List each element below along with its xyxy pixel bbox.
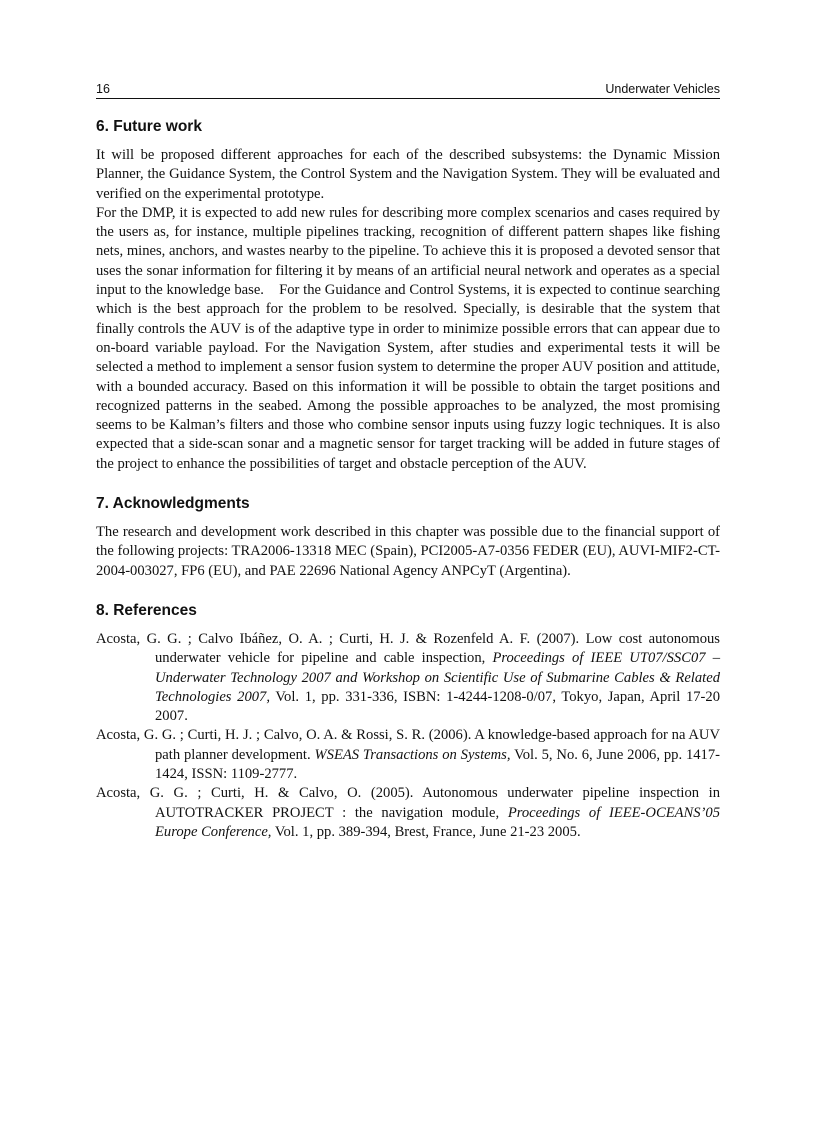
reference-venue: Proceedings of IEEE UT07/SSC07 – Underwater Technology 2007 and Workshop on Scientific Use of Submarine Cables & Related Technologies 2007, (155, 650, 720, 705)
reference-details: Vol. 1, pp. 331-336, ISBN: 1-4244-1208-0/07, Tokyo, Japan, April 17-20 2007. (155, 688, 720, 725)
reference-item (96, 630, 720, 726)
reference-details: Vol. 5, No. 6, June 2006, pp. 1417-1424, ISSN: 1109-2777. (155, 746, 720, 783)
book-title: Underwater Vehicles (605, 82, 720, 96)
reference-item (96, 726, 720, 784)
reference-details: Vol. 1, pp. 389-394, Brest, France, June 21-23 2005. (271, 823, 581, 840)
acknowledgments-paragraph: The research and development work described in this chapter was possible due to the financial support of the following projects: TRA2006-13318 MEC (Spain), PCI2005-A7-0356 FEDER (EU), AUVI-MIF2-CT-2004-003027, FP6 (EU), and PAE 22696 National Agency ANPCyT (Argentina). (96, 524, 720, 579)
reference-authors: Acosta, G. G. ; Curti, H. J. ; Calvo, O. A. & Rossi, S. R. (2006). A knowledge-based approach for na AUV path planner development. (96, 727, 720, 763)
references-heading: 8. References (96, 601, 197, 619)
running-header (96, 82, 720, 99)
future-work-heading: 6. Future work (96, 118, 202, 135)
section-acknowledgments (96, 494, 720, 581)
reference-authors: Acosta, G. G. ; Calvo Ibáñez, O. A. ; Curti, H. J. & Rozenfeld A. F. (2007). Low cost autonomous underwater vehicle for pipeline and cable inspection, (96, 630, 720, 667)
reference-item (96, 784, 720, 842)
section-references (96, 601, 720, 842)
future-work-paragraph-1: It will be proposed different approaches for each of the described subsystems: the Dynamic Mission Planner, the Guidance System, the Control System and the Navigation System. They will be evaluated and verified on the experimental prototype. (96, 147, 720, 202)
page-number: 16 (96, 82, 110, 96)
reference-venue: WSEAS Transactions on Systems, (314, 746, 511, 763)
acknowledgments-heading: 7. Acknowledgments (96, 495, 250, 513)
content (96, 117, 724, 862)
reference-authors: Acosta, G. G. ; Curti, H. & Calvo, O. (2005). Autonomous underwater pipeline inspection in AUTOTRACKER PROJECT : the navigation module, (96, 785, 720, 821)
section-future-work (96, 117, 724, 474)
future-work-paragraph-2: For the DMP, it is expected to add new rules for describing more complex scenarios and cases required by the users as, for instance, multiple pipelines tracking, recognition of different pattern shapes like fishing nets, mines, anchors, and wastes nearby to the pipeline. To achieve this it is proposed a devoted sensor that uses the sonar information for filtering it by means of an artificial neural network and operates as a special input to the knowledge base. For the Guidance and Control Systems, it is expected to continue searching which is the best approach for the problem to be resolved. Specially, is desirable that the system that finally controls the AUV is of the adaptive type in order to minimize possible errors that can appear due to on-board variable payload. For the Navigation System, after studies and experimental tests it will be selected a method to implement a sensor fusion system to determine the proper AUV position and attitude, with a bounded accuracy. Based on this information it will be possible to obtain the target positions and recognized patterns in the seabed. Among the possible approaches to be analyzed, the most promising seems to be Kalman’s filters and those who combine sensor inputs using fuzzy logic techniques. It is also expected that a side-scan sonar and a magnetic sensor for target tracking will be added in future stages of the project to enhance the possibilities of target and obstacle perception of the AUV. (96, 204, 724, 472)
reference-venue: Proceedings of IEEE-OCEANS’05 Europe Conference, (155, 804, 721, 840)
